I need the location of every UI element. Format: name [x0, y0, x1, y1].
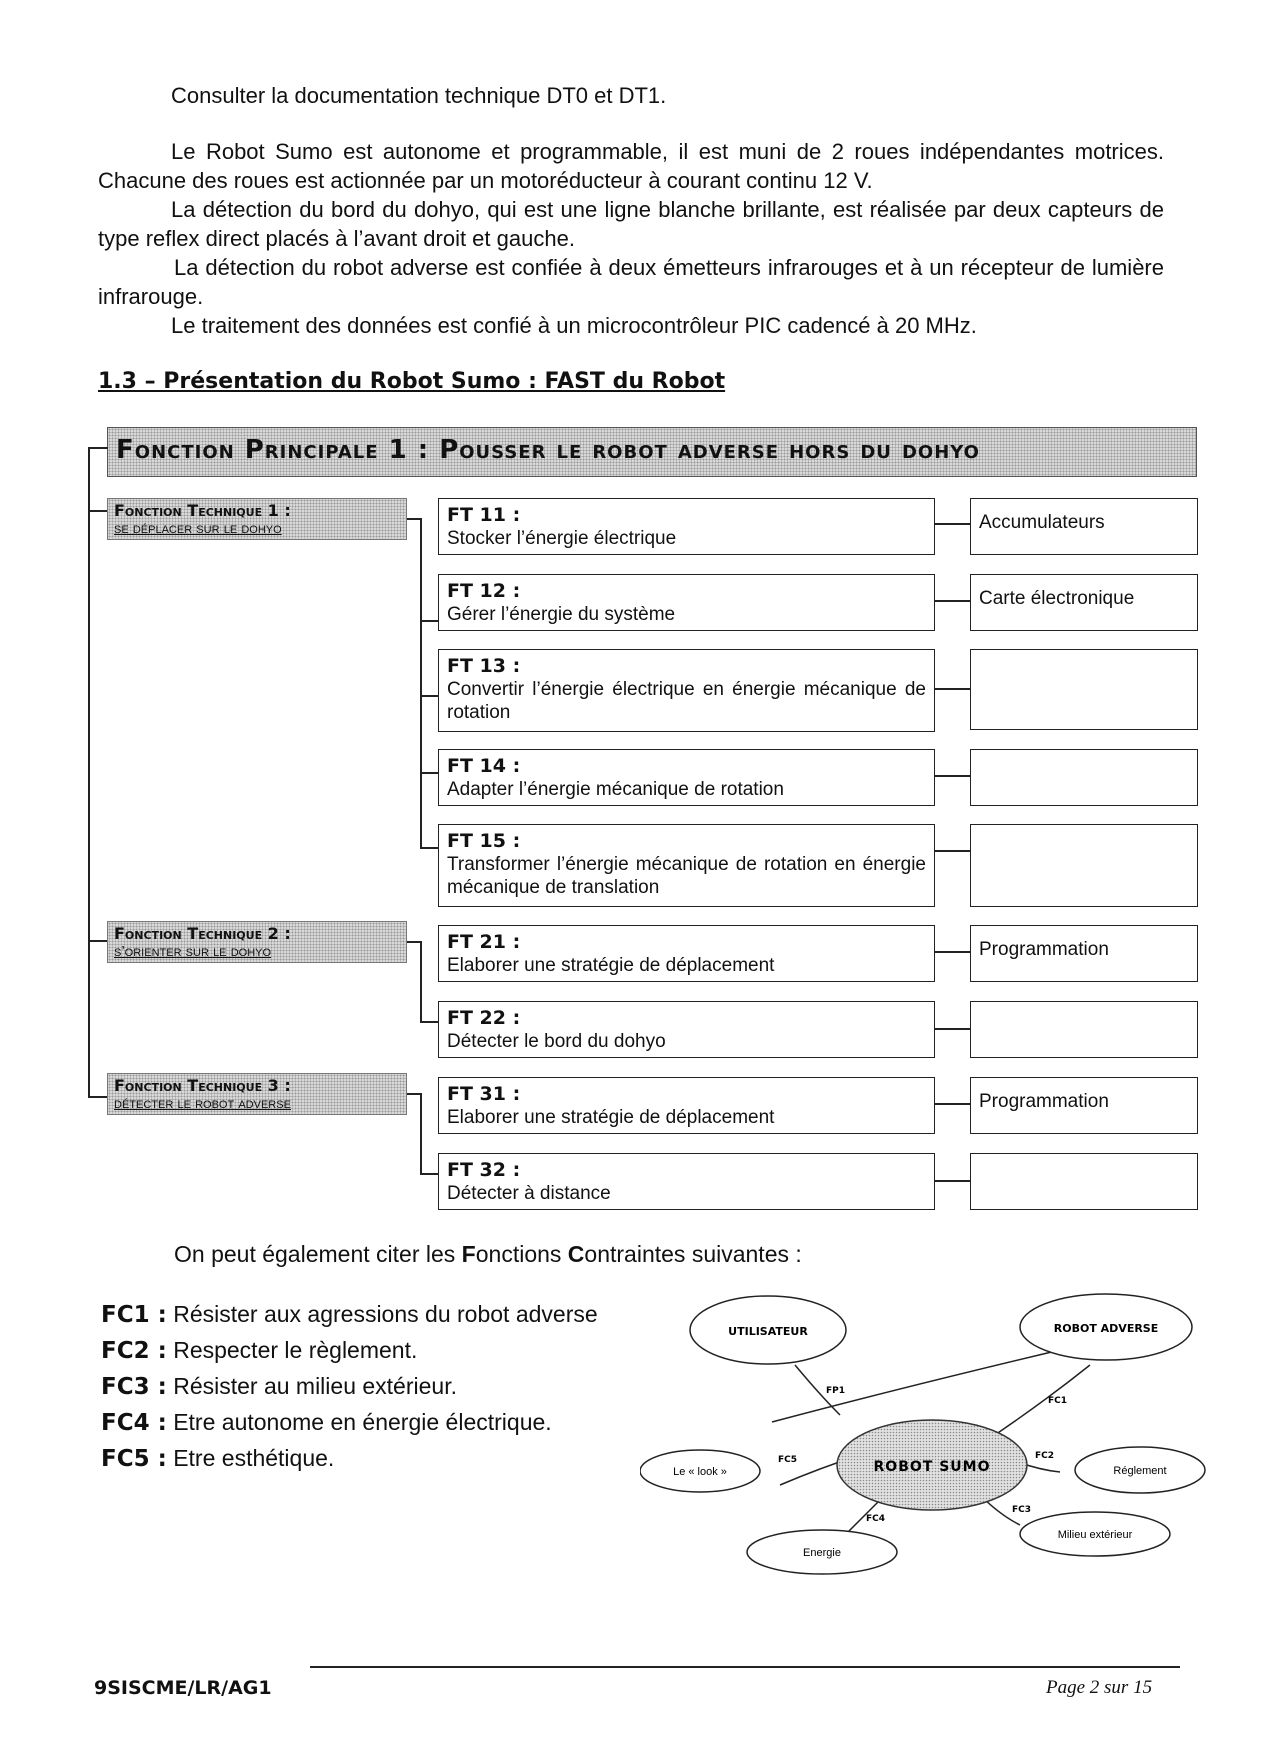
connector-branch	[407, 1093, 421, 1095]
ft-box-13	[438, 649, 935, 732]
ft-code: FT 15 :	[447, 830, 521, 852]
ft-description: Elaborer une stratégie de déplacement	[447, 955, 775, 976]
label-fc4: FC4	[866, 1514, 886, 1524]
fc-intro-f: F	[461, 1241, 476, 1267]
technique-function-title: Fonction Technique 3 :	[114, 1076, 291, 1095]
ft-description: Gérer l’énergie du système	[447, 604, 676, 625]
solution-box-accumulateurs	[970, 498, 1198, 555]
solution-box-blank	[970, 824, 1198, 907]
list-item	[101, 1297, 598, 1333]
ft-code: FT 31 :	[447, 1083, 521, 1105]
connector-ft3	[88, 1096, 108, 1098]
technique-function-subtitle: s’orienter sur le dohyo	[114, 943, 272, 960]
ft-code: FT 12 :	[447, 580, 521, 602]
fc-code: FC2 :	[101, 1338, 167, 1364]
intro-line: Consulter la documentation technique DT0 et DT1.	[171, 83, 667, 108]
connector-solution	[935, 688, 970, 690]
solution-text: Programmation	[979, 1091, 1109, 1112]
fc-intro-pre: On peut également citer les	[174, 1241, 462, 1267]
list-item	[101, 1333, 598, 1369]
ft-description: Détecter à distance	[447, 1183, 611, 1204]
ft-box-11	[438, 498, 935, 555]
fc-list	[101, 1297, 598, 1477]
technique-function-3	[107, 1073, 407, 1115]
ft-code: FT 11 :	[447, 504, 521, 526]
fc-text: Etre autonome en énergie électrique.	[166, 1409, 552, 1435]
ft-box-22	[438, 1001, 935, 1058]
solution-box-carte	[970, 574, 1198, 631]
ft-code: FT 13 :	[447, 655, 521, 677]
ft-code: FT 21 :	[447, 931, 521, 953]
solution-text: Programmation	[979, 939, 1109, 960]
label-fc2: FC2	[1035, 1451, 1055, 1461]
connector-tick	[420, 695, 439, 697]
technique-function-subtitle: détecter le robot adverse	[114, 1095, 291, 1112]
ft-description: Stocker l’énergie électrique	[447, 528, 677, 549]
principal-function-text: Fonction Principale 1 : Pousser le robot adverse hors du dohyo	[116, 435, 980, 465]
fc-intro-mid: onctions	[475, 1241, 568, 1267]
connector-solution	[935, 523, 970, 525]
technique-function-1	[107, 498, 407, 540]
fc-text: Résister au milieu extérieur.	[166, 1373, 457, 1399]
fc-text: Respecter le règlement.	[166, 1337, 418, 1363]
connector-tick	[420, 1173, 439, 1175]
connector-fp	[88, 447, 108, 449]
label-energie: Energie	[803, 1547, 841, 1559]
label-reglement: Réglement	[1113, 1465, 1167, 1477]
connector-solution	[935, 1180, 970, 1182]
center-label: ROBOT SUMO	[873, 1459, 991, 1475]
ft-description: Transformer l’énergie mécanique de rotation en énergie mécanique de translation	[447, 854, 926, 898]
connector-branch	[407, 941, 421, 943]
label-utilisateur: UTILISATEUR	[728, 1325, 808, 1338]
intro-paragraph-4: Le traitement des données est confié à un microcontrôleur PIC cadencé à 20 MHz.	[171, 313, 977, 338]
fc-code: FC5 :	[101, 1446, 167, 1472]
connector-ft1	[88, 510, 108, 512]
ft-box-14	[438, 749, 935, 806]
solution-box-blank	[970, 1153, 1198, 1210]
solution-box-blank	[970, 749, 1198, 806]
fc-code: FC4 :	[101, 1410, 167, 1436]
principal-function-banner	[107, 427, 1197, 477]
connector-tick	[420, 1021, 439, 1023]
label-look: Le « look »	[673, 1466, 727, 1478]
link-fp1-arc	[772, 1350, 1060, 1422]
connector-solution	[935, 1028, 970, 1030]
solution-box-blank	[970, 649, 1198, 730]
connector-branch-vertical-1	[420, 518, 422, 848]
connector-solution	[935, 951, 970, 953]
ft-code: FT 32 :	[447, 1159, 521, 1181]
solution-text: Accumulateurs	[979, 512, 1105, 533]
label-milieu: Milieu extérieur	[1057, 1529, 1133, 1541]
connector-solution	[935, 600, 970, 602]
intro-paragraph-3: La détection du robot adverse est confiée à deux émetteurs infrarouges et à un récepteur de lumière infrarouge.	[98, 255, 1164, 309]
fc-text: Résister aux agressions du robot adverse	[166, 1301, 598, 1327]
ft-description: Détecter le bord du dohyo	[447, 1031, 666, 1052]
footer-rule	[310, 1666, 1180, 1668]
ft-box-32	[438, 1153, 935, 1210]
connector-branch	[407, 518, 421, 520]
connector-main-vertical	[88, 447, 90, 1097]
connector-tick	[420, 847, 439, 849]
footer-reference: 9SISCME/LR/AG1	[94, 1677, 272, 1699]
ft-box-21	[438, 925, 935, 982]
label-robot-adverse: ROBOT ADVERSE	[1053, 1322, 1159, 1335]
connector-branch-vertical-2	[420, 941, 422, 1022]
connector-solution	[935, 775, 970, 777]
list-item	[101, 1405, 598, 1441]
solution-box-blank	[970, 1001, 1198, 1058]
connector-tick	[420, 620, 439, 622]
footer-page-number: Page 2 sur 15	[1046, 1677, 1153, 1698]
fc-intro-c: C	[567, 1241, 585, 1267]
solution-box-programmation	[970, 925, 1198, 982]
interaction-diagram	[640, 1290, 1220, 1580]
technique-function-title: Fonction Technique 1 :	[114, 501, 291, 520]
fc-intro-post: ontraintes suivantes :	[584, 1241, 802, 1267]
ft-box-15	[438, 824, 935, 907]
technique-function-2	[107, 921, 407, 963]
connector-ft2	[88, 940, 108, 942]
list-item	[101, 1369, 598, 1405]
technique-function-subtitle: se déplacer sur le dohyo	[114, 520, 282, 537]
intro-paragraph-2: La détection du bord du dohyo, qui est une ligne blanche brillante, est réalisée par deux capteurs de type reflex direct placés à l’avant droit et gauche.	[98, 197, 1164, 251]
ft-box-12	[438, 574, 935, 631]
ft-code: FT 14 :	[447, 755, 521, 777]
label-fc5: FC5	[778, 1455, 798, 1465]
connector-branch-vertical-3	[420, 1093, 422, 1174]
list-item	[101, 1441, 598, 1477]
connector-solution	[935, 850, 970, 852]
ft-description: Convertir l’énergie électrique en énergie mécanique de rotation	[447, 679, 926, 723]
ft-description: Elaborer une stratégie de déplacement	[447, 1107, 775, 1128]
solution-box-programmation	[970, 1077, 1198, 1134]
connector-solution	[935, 1103, 970, 1105]
label-fc3: FC3	[1012, 1505, 1032, 1515]
connector-tick	[420, 772, 439, 774]
fc-code: FC1 :	[101, 1302, 167, 1328]
ft-box-31	[438, 1077, 935, 1134]
fc-text: Etre esthétique.	[166, 1445, 335, 1471]
technique-function-title: Fonction Technique 2 :	[114, 924, 291, 943]
intro-paragraph-1: Le Robot Sumo est autonome et programmable, il est muni de 2 roues indépendantes motrices. Chacune des roues est actionnée par un motoréducteur à courant continu 12 V.	[98, 139, 1164, 193]
ft-code: FT 22 :	[447, 1007, 521, 1029]
fc-code: FC3 :	[101, 1374, 167, 1400]
fc-intro	[174, 1241, 802, 1268]
ft-description: Adapter l’énergie mécanique de rotation	[447, 779, 784, 800]
label-fp1: FP1	[826, 1386, 846, 1396]
solution-text: Carte électronique	[979, 588, 1135, 609]
label-fc1: FC1	[1048, 1396, 1068, 1406]
section-title: 1.3 – Présentation du Robot Sumo : FAST du Robot	[98, 369, 726, 394]
